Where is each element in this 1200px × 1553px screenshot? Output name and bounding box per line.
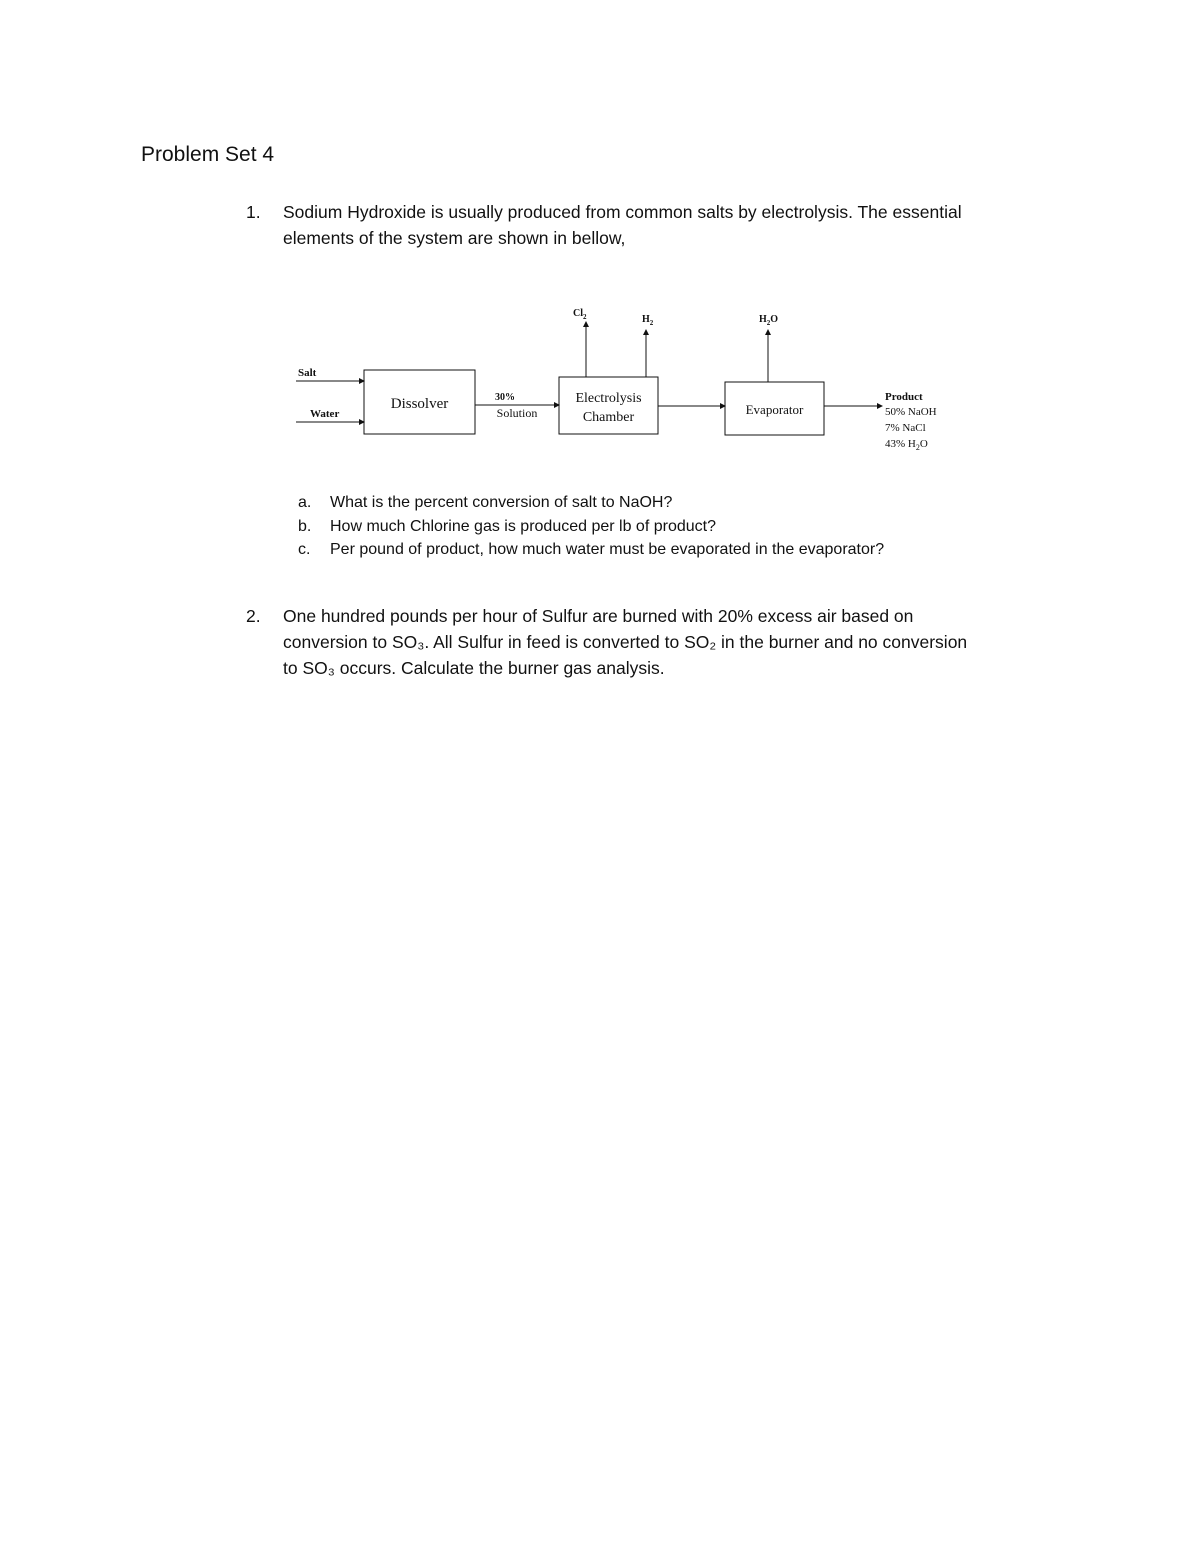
salt-label: Salt — [298, 367, 317, 379]
sub-questions — [298, 491, 1018, 562]
sub-question-label: c. — [298, 541, 311, 558]
question-number: 2. — [246, 606, 261, 626]
sub-question-text: What is the percent conversion of salt to NaOH? — [330, 494, 673, 511]
sub-question-c — [298, 538, 1018, 562]
nacl-composition: 7% NaCl — [885, 422, 926, 434]
sub-question-b — [298, 515, 1018, 539]
question-line: Sodium Hydroxide is usually produced from common salts by electrolysis. The essential — [283, 202, 962, 222]
naoh-composition: 50% NaOH — [885, 406, 937, 418]
solution-label: Solution — [496, 406, 538, 420]
question-line: to SO₃ occurs. Calculate the burner gas analysis. — [283, 658, 665, 678]
question-line: One hundred pounds per hour of Sulfur are burned with 20% excess air based on — [283, 606, 914, 626]
sub-question-label: b. — [298, 517, 312, 535]
question-text — [283, 199, 1066, 251]
water-label: Water — [310, 408, 340, 420]
dissolver-label: Dissolver — [390, 396, 449, 412]
question-line: elements of the system are shown in bellow, — [283, 228, 626, 248]
water-composition: 43% $H_2O$ — [885, 438, 928, 452]
sub-question-a — [298, 491, 1018, 515]
water-vapor-label: $H_2O$ — [759, 314, 779, 327]
evaporator-label: Evaporator — [745, 402, 804, 417]
chlorine-label: $Cl_2$ — [573, 308, 587, 321]
sub-question-label: a. — [298, 494, 312, 511]
process-flow-diagram — [290, 300, 970, 465]
page-title: Problem Set 4 — [141, 143, 275, 166]
chamber-label: Chamber — [582, 410, 635, 425]
hydrogen-label: $H_2$ — [642, 314, 654, 327]
solution-percent-label: 30% — [495, 392, 515, 403]
question-number: 1. — [246, 202, 261, 222]
sub-question-text: How much Chlorine gas is produced per lb of product? — [330, 517, 716, 535]
product-label: Product — [885, 391, 923, 403]
question-line: conversion to SO₃. All Sulfur in feed is converted to SO₂ in the burner and no conversion — [283, 632, 968, 652]
question-2 — [246, 603, 1066, 681]
question-text — [283, 603, 1066, 681]
electrolysis-label: Electrolysis — [575, 391, 642, 406]
question-1 — [246, 199, 1066, 251]
sub-question-text: Per pound of product, how much water must be evaporated in the evaporator? — [330, 541, 885, 558]
